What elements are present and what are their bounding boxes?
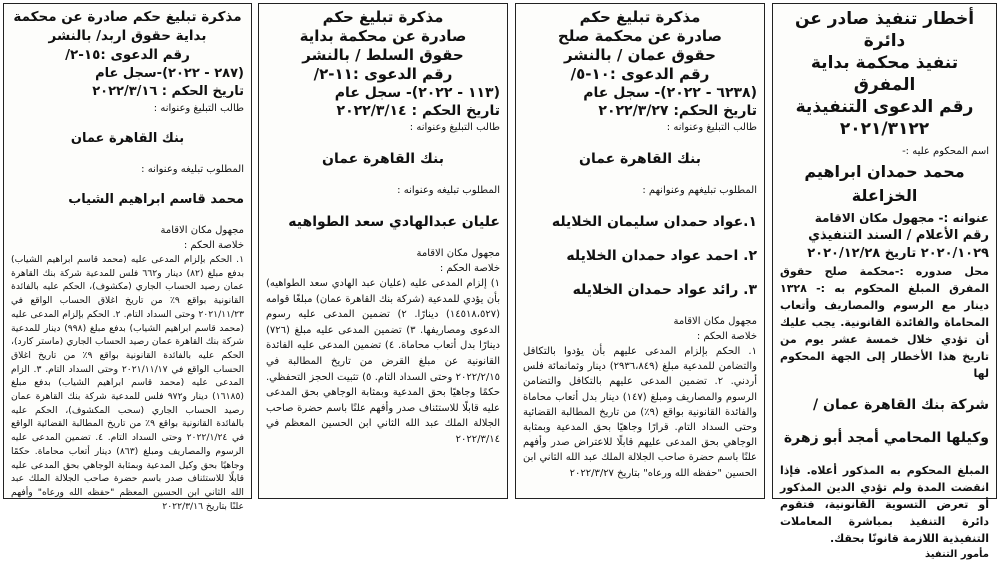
notice-execution-mafraq [772,3,997,560]
judgment-summary: ١. الحكم بإلزام المدعى عليهم بأن يؤدوا بالتكافل والتضامن للمدعية مبلغ (٢٩٣٦،٨٤٩) دينار وثمانمائة فلس أردني. ٢. تضمين المدعى عليهم بالتكافل والتضامن الرسوم والمصاريف ومبلغ (١٤٧) دينار بدل أتعاب محاماة والفائدة القانونية بواقع (٩٪) من تاريخ المطالبة القضائية وحتى السداد التام. قرارًا وجاهيًا بحق المدعية وبمثابة الوجاهي بحق المدعى عليهم قابلًا للاعتراض صدر وأفهم علنًا باسم حضرة صاحب الجلالة الملك عبد الله الثاني ابن الحسين "حفظه الله ورعاه" بتاريخ ٢٠٢٢/٣/٢٧ [523,346,757,479]
notice-title-line: مذكرة تبليغ حكم [322,8,444,26]
requester-label: طالب التبليغ وعنوانه : [153,103,244,114]
notice-title-line: أخطار تنفيذ صادر عن دائرة [794,9,975,51]
notice-amman-magistrate [515,3,765,499]
notified-name: ٢. احمد عواد حمدان الخلايله [566,248,757,264]
notice-title-line: صادرة عن محكمة صلح [557,27,723,45]
summary-label: خلاصة الحكم : [183,240,244,251]
judgment-date: تاريخ الحكم: ٢٠٢٢/٣/٢٧ [598,103,757,119]
defendant-address: عنوانه :- مجهول مكان الاقامة [814,211,989,225]
notified-name: عليان عبدالهادي سعد الطواهيه [288,214,500,230]
residence: مجهول مكان الاقامة [673,316,757,327]
notice-body: محل صدوره :-محكمة صلح حقوق المفرق المبلغ المحكوم به :- ١٣٢٨ دينار مع الرسوم والمصاريف وأتعاب المحاماة والفائدة القانونية. يجب عليك أن تؤدي خلال خمسة عشر يوم من تاريخ هذا الأخطار إلى الجهة المحكوم لها [780,265,989,380]
requester-label: طالب التبليغ وعنوانه : [409,122,500,133]
notice-title-line: مذكرة تبليغ حكم صادرة عن محكمة [13,9,242,25]
case-line: (٢٨٧ - ٢٠٢٢)-سجل عام [95,66,244,81]
case-line: (١١٣ - ٢٠٢٢)- سجل عام [334,85,500,101]
notified-label: المطلوب تبليغهم وعنوانهم : [642,185,757,196]
residence: مجهول مكان الاقامة [416,248,500,259]
defendant-name: محمد حمدان ابراهيم [804,162,965,181]
reference-line: رقم الأعلام / السند التنفيذي [808,228,989,243]
notice-title-line: حقوق السلط / بالنشر [302,46,464,64]
judgment-date: تاريخ الحكم : ٢٠٢٢/٣/١٦ [92,84,244,99]
judgment-summary: ١) إلزام المدعى عليه (عليان عبد الهادي سعد الطواهيه) بأن يؤدي للمدعية (شركة بنك القاهرة عمان) مبلغًا قوامه (١٤٥١٨،٥٢٧) دينارًا. ٢) تضمين المدعى عليه رسوم الدعوى ومصاريفها. ٣) تضمين المدعى عليه مبلغ (٧٢٦) دينارًا بدل أتعاب محاماة. ٤) تضمين المدعى عليه الفائدة القانونية عن مبلغ القرض من تاريخ المطالبة في ٢٠٢٢/٢/١٥ وحتى السداد التام. ٥) تثبيت الحجز التحفظي. حكمًا وجاهيًا بحق المدعية وبمثابة الوجاهي بحق المدعى عليه قابلًا للاستئناف صدر وأفهم علنًا باسم حضرة صاحب الجلالة الملك عبد الله الثاني ابن الحسين المعظم في ٢٠٢٢/٣/١٤ [266,278,501,445]
notice-title-line: حقوق عمان / بالنشر [564,46,716,64]
notified-label: المطلوب تبليغه وعنوانه : [141,164,244,175]
notified-label: المطلوب تبليغه وعنوانه : [397,185,500,196]
reference-line: ٢٠٢٠/١٠٢٩ تاريخ ٢٠٢٠/١٢/٢٨ [807,246,989,261]
judgment-summary: ١. الحكم بإلزام المدعى عليه (محمد قاسم ابراهيم الشياب) بدفع مبلغ (٨٢) دينار و٦٦٢ فلس للمدعية شركة بنك القاهرة عمان رصيد الحساب الجاري (مكشوف)، الحكم عليه بالفائدة القانونية بواقع ٩٪ من تاريخ اغلاق الحساب الواقع في ٢٠٢١/١١/٢٣ وحتى السداد التام. ٢. الحكم بإلزام المدعى عليه (محمد قاسم ابراهيم الشياب) بدفع مبلغ (٩٩٨) دينار للمدعية شركة بنك القاهرة عمان رصيد الحساب الجاري (ماستر كارد)، الحكم عليه بالفائدة القانونية بواقع ٩٪ من تاريخ اغلاق الحساب الواقع في ٢٠٢١/١١/١٧ وحتى السداد التام. ٣. الزام المدعى عليه (محمد قاسم ابراهيم الشياب) بدفع مبلغ (١٦١٨٥) دينار و٩٧٢ فلس للمدعية شركة بنك القاهرة عمان رصيد الحساب الجاري (سحب المكشوف)، الحكم عليه بالفائدة القانونية بواقع ٩٪ من تاريخ المطالبة القضائية الواقع في ٢٠٢٢/١/٢٤ وحتى السداد التام. ٤. تضمين المدعى عليه الرسوم والمصاريف ومبلغ (٨٦٣) دينار أتعاب محاماة. حكمًا وجاهيًا بحق وكيل المدعية وبمثابة الوجاهي بحق المدعى عليه قابلًا للاستئناف صدر باسم حضرة صاحب الجلالة الملك عبد الله الثاني ابن الحسين المعظم "حفظه الله ورعاه" وأفهم علنًا بتاريخ ٢٠٢٢/٣/١٦ [11,254,245,512]
judgment-date: تاريخ الحكم : ٢٠٢٢/٣/١٤ [336,103,500,119]
summary-label: خلاصة الحكم : [439,263,500,274]
defendant-label: اسم المحكوم عليه :- [902,146,989,157]
notified-name: ١.عواد حمدان سليمان الخلايله [551,214,757,230]
requester-name: بنك القاهرة عمان [322,151,444,167]
case-number: ٢٠٢١/٣١٢٢ [839,119,930,139]
notice-title-line: مذكرة تبليغ حكم [579,8,701,26]
case-number: رقم الدعوى :١٠-٥/ [570,65,710,83]
notice-title-line: بداية حقوق اربد/ بالنشر [48,28,207,44]
notice-body-continued: المبلغ المحكوم به المذكور أعلاه. فإذا انقضت المدة ولم تؤدي الدين المذكور أو تعرض التسوية القانونية، فتقوم دائرة التنفيذ بمباشرة المعاملات التنفيذية اللازمة قانونًا بحقك. [780,464,989,545]
residence: مجهول مكان الاقامة [160,225,244,236]
case-number: رقم الدعوى :١٥-٢/ [65,47,190,63]
notice-salt-first-instance [258,3,508,499]
notice-title-line: صادرة عن محكمة بداية [299,27,467,45]
notice-title-line: تنفيذ محكمة بداية المفرق [810,53,959,95]
notified-name: محمد قاسم ابراهيم الشياب [68,192,244,207]
creditor-name: شركة بنك القاهرة عمان / [813,397,989,413]
notified-name: ٣. رائد عواد حمدان الخلايله [572,282,757,298]
defendant-name: الخزاعلة [851,186,918,205]
requester-name: بنك القاهرة عمان [579,151,701,167]
case-line: (٦٢٣٨ - ٢٠٢٢)- سجل عام [583,85,757,101]
summary-label: خلاصة الحكم : [696,331,757,342]
requester-label: طالب التبليغ وعنوانه : [666,122,757,133]
notice-irbid-first-instance [3,3,252,512]
notice-title-line: رقم الدعوى التنفيذية [795,97,974,117]
creditor-name: وكيلها المحامي أمجد أبو زهرة [783,430,989,446]
signature: مأمور التنفيذ [924,549,989,560]
requester-name: بنك القاهرة عمان [70,131,185,146]
case-number: رقم الدعوى :١١-٢/ [313,65,453,83]
